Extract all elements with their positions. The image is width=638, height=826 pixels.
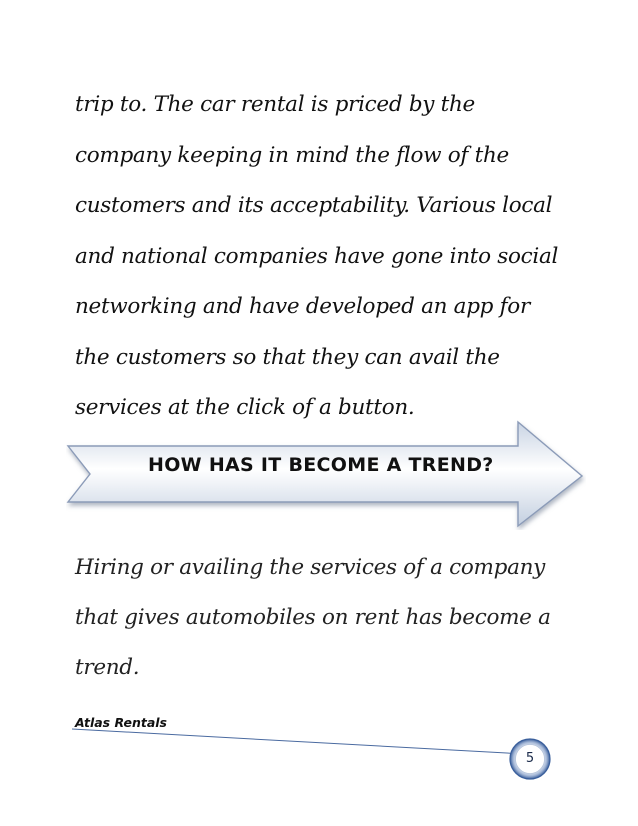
paragraph-line: Hiring or availing the services of a company (75, 555, 546, 580)
footer-divider (72, 728, 532, 758)
paragraph-line: and national companies have gone into social (75, 243, 559, 269)
paragraph-line: services at the click of a button. (75, 395, 415, 420)
paragraph-line: customers and its acceptability. Various local (75, 193, 553, 218)
paragraph-line: trend. (75, 655, 140, 680)
paragraph-line: company keeping in mind the flow of the (75, 142, 509, 168)
body-paragraph-1 (75, 80, 595, 434)
section-heading-arrow (66, 420, 586, 530)
page-number-badge (509, 738, 551, 780)
paragraph-line: that gives automobiles on rent has become a (75, 605, 551, 630)
banner-heading: HOW HAS IT BECOME A TREND? (148, 454, 494, 476)
paragraph-line: the customers so that they can avail the (75, 344, 500, 370)
paragraph-line: networking and have developed an app for (75, 294, 530, 319)
body-paragraph-2 (75, 543, 595, 693)
footer-brand: Atlas Rentals (75, 715, 167, 730)
paragraph-line: trip to. The car rental is priced by the (75, 92, 475, 117)
page-number: 5 (525, 751, 535, 766)
